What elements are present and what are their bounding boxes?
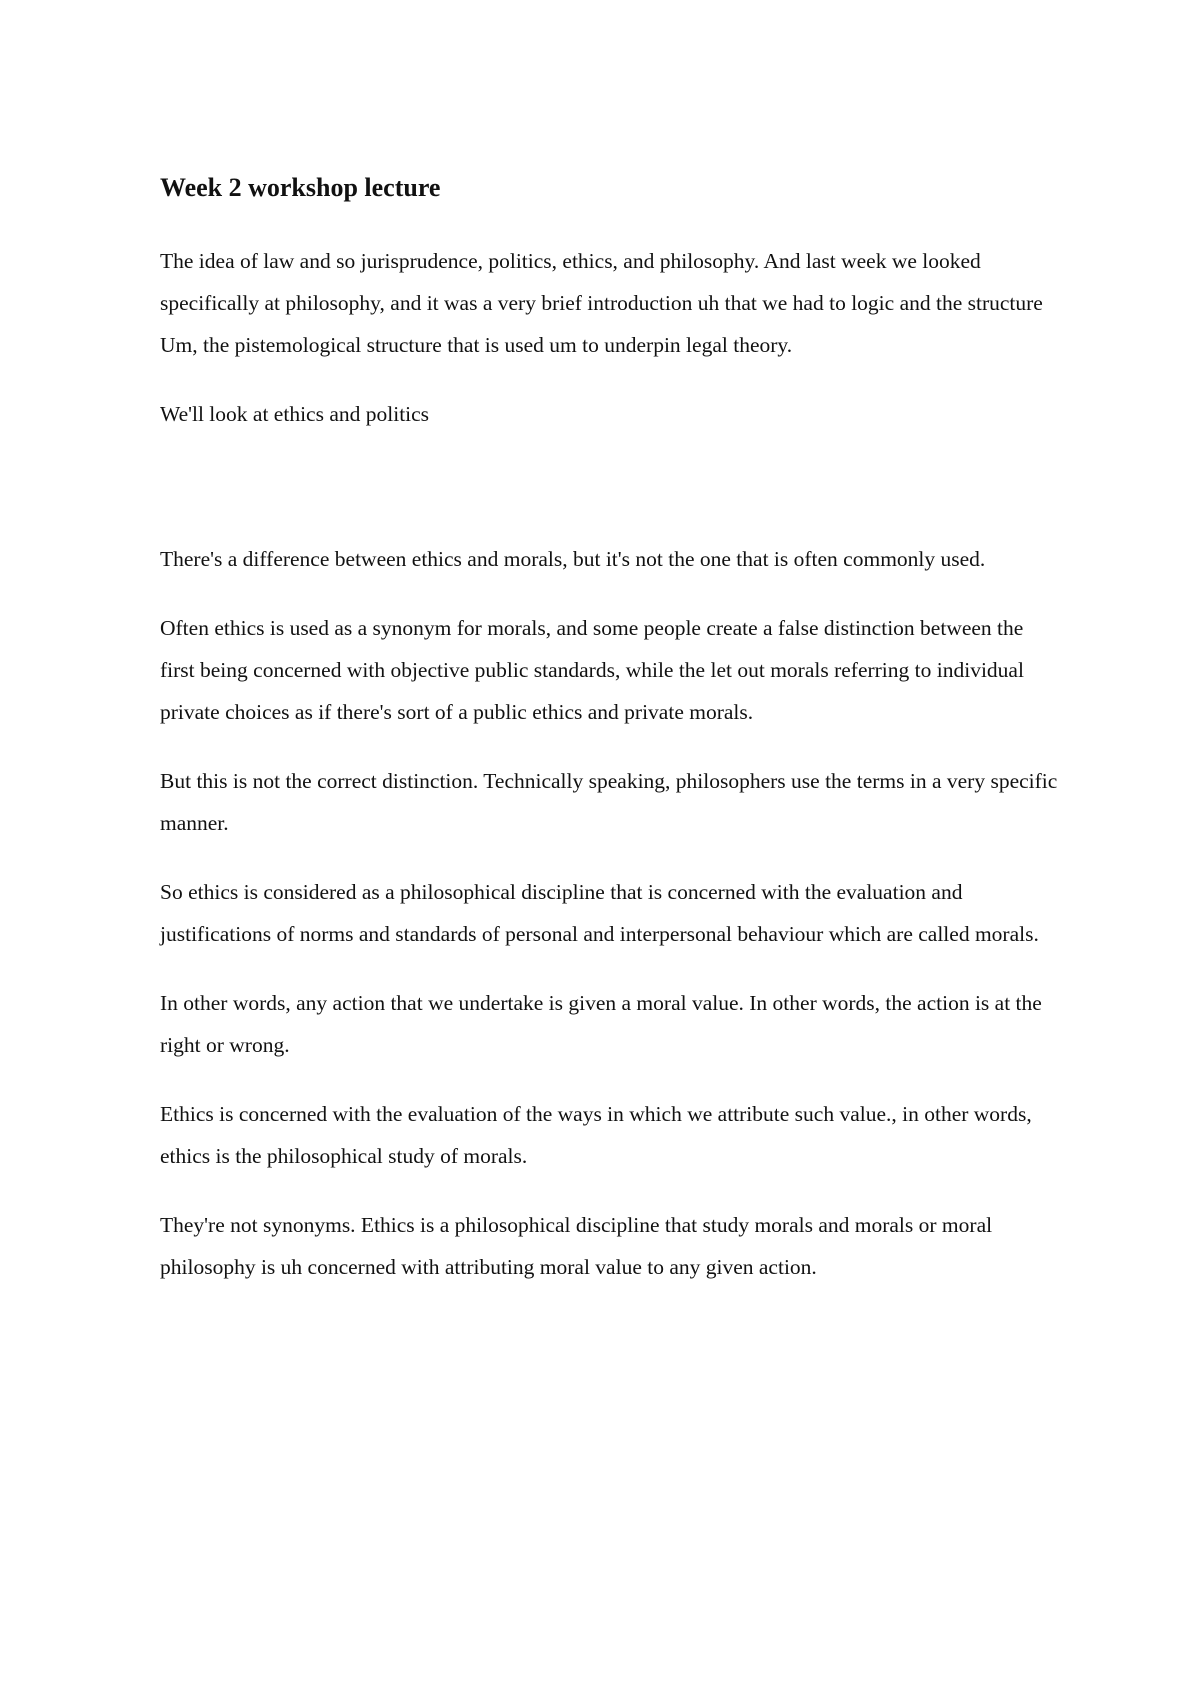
paragraph-synonym: Often ethics is used as a synonym for morals, and some people create a false distinction between the first being concerned with objective public standards, while the let out morals referring to individual private choices as if there's sort of a public ethics and private morals. xyxy=(160,616,1024,724)
paragraph-ethics-politics: We'll look at ethics and politics xyxy=(160,402,430,426)
paragraph-difference: There's a difference between ethics and morals, but it's not the one that is often commonly used. xyxy=(160,547,986,571)
blank-space xyxy=(160,462,1060,538)
document-body xyxy=(160,172,1060,1315)
paragraph-intro: The idea of law and so jurisprudence, politics, ethics, and philosophy. And last week we looked specifically at philosophy, and it was a very brief introduction uh that we had to logic and the structure Um, the pistemological structure that is used um to underpin legal theory. xyxy=(160,249,1043,357)
paragraph-evaluation: Ethics is concerned with the evaluation of the ways in which we attribute such value., in other words, ethics is the philosophical study of morals. xyxy=(160,1102,1032,1168)
paragraph-moral-value: In other words, any action that we undertake is given a moral value. In other words, the action is at the right or wrong. xyxy=(160,991,1042,1057)
paragraph-distinction: But this is not the correct distinction. Technically speaking, philosophers use the terms in a very specific manner. xyxy=(160,769,1058,835)
paragraph-not-synonyms: They're not synonyms. Ethics is a philosophical discipline that study morals and morals or moral philosophy is uh concerned with attributing moral value to any given action. xyxy=(160,1213,993,1279)
paragraph-discipline: So ethics is considered as a philosophical discipline that is concerned with the evaluation and justifications of norms and standards of personal and interpersonal behaviour which are called morals. xyxy=(160,880,1039,946)
document-title: Week 2 workshop lecture xyxy=(160,173,441,202)
